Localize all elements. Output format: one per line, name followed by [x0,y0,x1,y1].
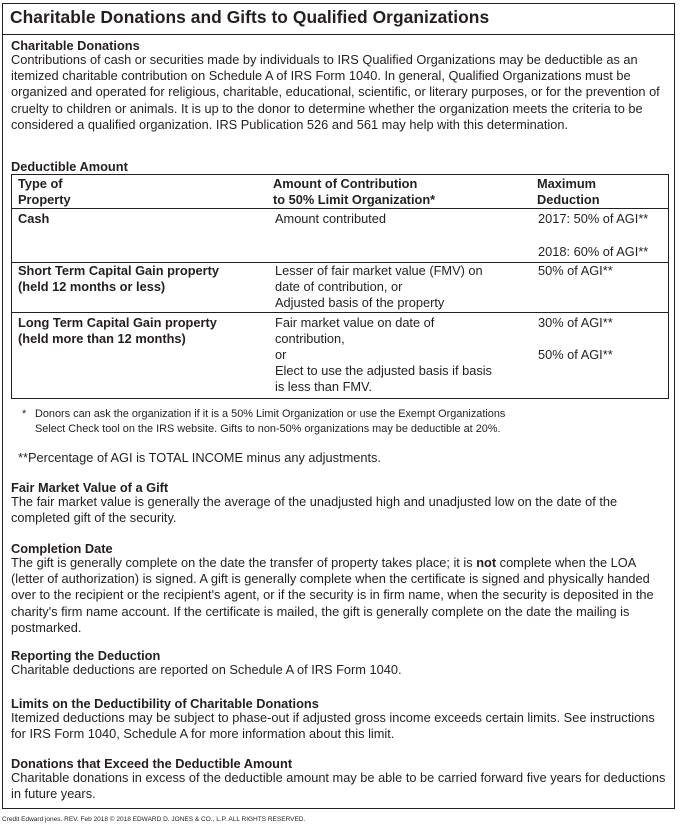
reporting-heading: Reporting the Deduction [11,648,161,663]
row-long-term-amount-3: or [275,347,287,362]
row-cash-type: Cash [18,211,50,226]
col-max-header-2: Deduction [537,192,600,207]
row-long-term-max-2: 50% of AGI** [538,347,613,362]
deductible-table [11,174,669,399]
row-long-term-max-1: 30% of AGI** [538,315,613,330]
col-max-header-1: Maximum [537,176,597,191]
limits-text: Itemized deductions may be subject to phase-out if adjusted gross income exceeds certain limits. See instructions for IRS Form 1040, Schedule A for more information about this limit. [11,710,655,742]
col-amount-header-2: to 50% Limit Organization* [273,192,436,207]
footnote-limit-org-2: Select Check tool on the IRS website. Gifts to non-50% organizations may be deductible at 20%. [35,423,501,435]
fmv-text: The fair market value is generally the average of the unadjusted high and unadjusted low on the date of the completed gift of the security. [11,494,618,526]
footnote-marker: * [22,408,27,420]
completion-text [11,555,671,636]
completion-text-emphasis: not [476,555,497,570]
completion-text-end: complete when the LOA (letter of authorization) is signed. A gift is generally complete when the certificate is signed and physically handed over to the recipient or the recipient's agent, or if the security is in firm name, when the security is deposited in the charity's firm name account. If the certificate is mailed, the gift is generally complete on the date the mailing is postmarked. [11,555,654,635]
deductible-heading: Deductible Amount [11,159,128,174]
col-type-header-2: Property [18,192,71,207]
table-header-rule [12,208,668,209]
row-cash-max-2017: 2017: 50% of AGI** [538,211,649,226]
title-divider [2,34,675,35]
completion-text-start: The gift is generally complete on the date the transfer of property takes place; it is [11,555,477,570]
row-short-term-type-1: Short Term Capital Gain property [18,263,219,278]
row-long-term-amount-1: Fair market value on date of [275,315,435,330]
row-short-term-amount-1: Lesser of fair market value (FMV) on [275,263,483,278]
row-long-term-amount-2: contribution, [275,331,345,346]
row-cash-max-2018: 2018: 60% of AGI** [538,244,649,259]
col-type-header-1: Type of [18,176,63,191]
row-short-term-amount-2: date of contribution, or [275,279,403,294]
row-rule-2 [12,312,668,313]
row-long-term-type-1: Long Term Capital Gain property [18,315,217,330]
row-cash-amount: Amount contributed [275,211,386,226]
exceed-text: Charitable donations in excess of the deductible amount may be able to be carried forward five years for deductions in future years. [11,770,666,802]
limits-heading: Limits on the Deductibility of Charitable Donations [11,696,319,711]
footnote-agi: **Percentage of AGI is TOTAL INCOME minus any adjustments. [18,450,381,465]
intro-heading: Charitable Donations [11,38,140,53]
row-short-term-amount-3: Adjusted basis of the property [275,295,445,310]
row-long-term-amount-4: Elect to use the adjusted basis if basis [275,363,492,378]
completion-heading: Completion Date [11,541,113,556]
credit-line: Credit Edward jones. REV. Feb 2018 © 2018 EDWARD D. JONES & CO., L.P. ALL RIGHTS RESERVED. [2,816,306,823]
row-long-term-type-2: (held more than 12 months) [18,331,186,346]
page-title: Charitable Donations and Gifts to Qualified Organizations [10,7,490,27]
reporting-text: Charitable deductions are reported on Schedule A of IRS Form 1040. [11,662,402,677]
intro-text: Contributions of cash or securities made by individuals to IRS Qualified Organizations may be deductible as an itemized charitable contribution on Schedule A of IRS Form 1040. In general, Qualified Organizations must be organized and operated for religious, charitable, educational, scientific, or literary purposes, or for the prevention of cruelty to children or animals. It is up to the donor to determine whether the organization meets the criteria to be considered a qualified organization. IRS Publication 526 and 561 may help with this determination. [11,52,660,132]
col-amount-header-1: Amount of Contribution [273,176,418,191]
fmv-heading: Fair Market Value of a Gift [11,480,169,495]
row-long-term-amount-5: is less than FMV. [275,379,372,394]
footnote-limit-org-1: Donors can ask the organization if it is a 50% Limit Organization or use the Exempt Organizations [35,408,506,420]
row-short-term-type-2: (held 12 months or less) [18,279,166,294]
row-short-term-max: 50% of AGI** [538,263,613,278]
exceed-heading: Donations that Exceed the Deductible Amount [11,756,293,771]
